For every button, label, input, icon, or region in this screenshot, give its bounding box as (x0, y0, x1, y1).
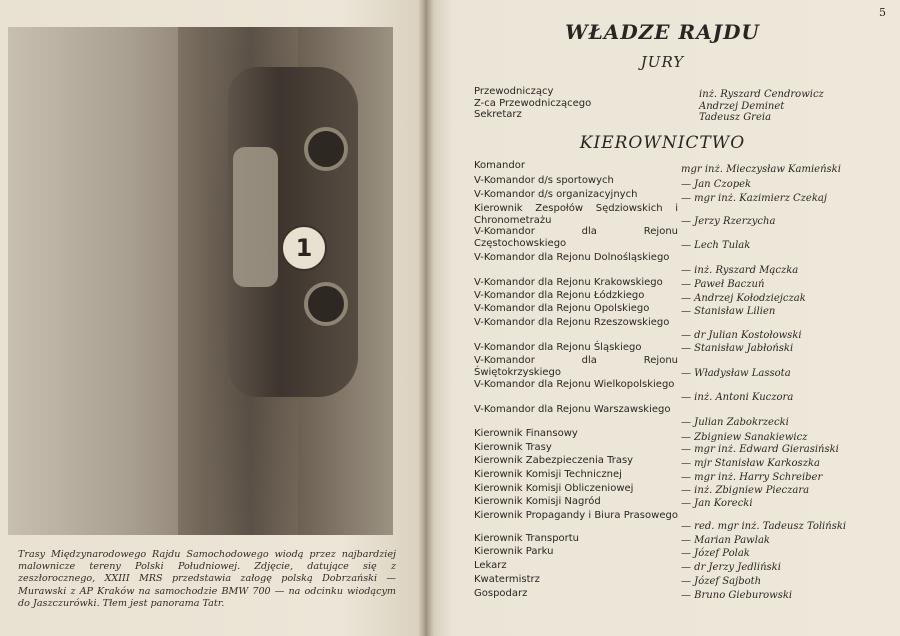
left-page (0, 0, 425, 636)
staff-name: — Bruno Gieburowski (681, 590, 793, 601)
staff-role: Gospodarz (474, 588, 528, 599)
photo-car-window (233, 147, 278, 287)
staff-name: — Stanisław Lilien (681, 306, 776, 317)
staff-name: — Jan Korecki (681, 498, 753, 509)
staff-role: V-Komandor dla Rejonu Opolskiego (474, 303, 650, 314)
jury-heading: JURY (640, 53, 685, 71)
jury-names (699, 89, 824, 124)
staff-role: Kierownik Propagandy i Biura Prasowego (474, 510, 678, 521)
staff-role: V-Komandor d/s sportowych (474, 175, 614, 186)
staff-role: V-Komandor dla Rejonu Łódzkiego (474, 290, 645, 301)
staff-name: — Andrzej Kołodziejczak (681, 293, 806, 304)
staff-role: Kierownik Komisji Nagród (474, 496, 601, 507)
staff-role: Kierownik Komisji Obliczeniowej (474, 483, 634, 494)
staff-role: V-Komandor dla Rejonu Świętokrzyskiego (474, 355, 678, 378)
staff-role: V-Komandor dla Rejonu Krakowskiego (474, 277, 663, 288)
staff-role: Kierownik Zabezpieczenia Trasy (474, 455, 634, 466)
jury-roles (474, 86, 591, 121)
staff-role: Lekarz (474, 560, 507, 571)
staff-name: — mjr Stanisław Karkoszka (681, 458, 820, 469)
staff-name: mgr inż. Mieczysław Kamieński (681, 164, 841, 175)
jury-role: Przewodniczący (474, 86, 554, 97)
staff-name: — Marian Pawlak (681, 535, 770, 546)
staff-role: V-Komandor dla Rejonu Dolnośląskiego (474, 252, 670, 263)
staff-role: Kierownik Finansowy (474, 428, 578, 439)
staff-name: — mgr inż. Harry Schreiber (681, 472, 823, 483)
staff-name: — inż. Zbigniew Pieczara (681, 485, 810, 496)
jury-name: Tadeusz Greia (699, 112, 772, 123)
staff-name: — inż. Ryszard Mączka (681, 265, 799, 276)
photo-caption: Trasy Międzynarodowego Rajdu Samochodowego wiodą przez najbardziej malownicze tereny Polski Południowej. Zdjęcie, datujące się z zeszłorocznego, XXIII MRS przedstawia załogę polską Dobrzański — Murawski z AP Kraków na samochodzie BMW 700 — na odcinku wiodącym do Jaszczurówki. Tłem jest panorama Tatr. (18, 549, 396, 609)
staff-role: V-Komandor d/s organizacyjnych (474, 189, 638, 200)
jury-name: inż. Ryszard Cendrowicz (699, 89, 824, 100)
staff-name: — Stanisław Jabłoński (681, 343, 794, 354)
staff-role: Komandor (474, 160, 525, 171)
staff-role: V-Komandor dla Rejonu Częstochowskiego (474, 226, 678, 249)
staff-role: Kierownik Transportu (474, 533, 580, 544)
photo-wheel-front (304, 127, 348, 171)
staff-role: Kierownik Zespołów Sędziowskich i Chronometrażu (474, 203, 678, 226)
staff-name: — Józef Sajboth (681, 576, 762, 587)
jury-role: Sekretarz (474, 109, 522, 120)
photo-wheel-rear (304, 282, 348, 326)
staff-name: — Jan Czopek (681, 179, 752, 190)
staff-name: — Lech Tulak (681, 240, 751, 251)
page-title: WŁADZE RAJDU (565, 20, 760, 44)
staff-role: Kierownik Parku (474, 546, 554, 557)
staff-name: — Julian Zabokrzecki (681, 417, 789, 428)
staff-name: — dr Jerzy Jedliński (681, 562, 781, 573)
staff-role: Kierownik Komisji Technicznej (474, 469, 622, 480)
staff-name: — red. mgr inż. Tadeusz Toliński (681, 521, 847, 532)
rally-car-photo (8, 27, 393, 535)
staff-role: V-Komandor dla Rejonu Śląskiego (474, 342, 642, 353)
staff-name: — dr Julian Kostołowski (681, 330, 802, 341)
staff-name: — mgr inż. Edward Gierasiński (681, 444, 839, 455)
staff-role: V-Komandor dla Rejonu Wielkopolskiego (474, 379, 675, 390)
photo-start-number: 1 (281, 225, 327, 271)
staff-name: — mgr inż. Kazimierz Czekaj (681, 193, 827, 204)
kierownictwo-heading: KIEROWNICTWO (579, 133, 746, 153)
staff-name: — inż. Antoni Kuczora (681, 392, 794, 403)
staff-name: — Paweł Baczuń (681, 279, 765, 290)
staff-role: Kierownik Trasy (474, 442, 552, 453)
jury-role: Z-ca Przewodniczącego (474, 97, 592, 109)
jury-name: Andrzej Deminet (699, 100, 785, 112)
staff-name: — Józef Polak (681, 548, 750, 559)
book-gutter (418, 0, 434, 636)
staff-role: Kwatermistrz (474, 574, 540, 585)
staff-name: — Władysław Lassota (681, 368, 791, 379)
staff-role: V-Komandor dla Rejonu Warszawskiego (474, 404, 671, 415)
staff-name: — Jerzy Rzerzycha (681, 216, 776, 227)
staff-name: — Zbigniew Sanakiewicz (681, 432, 808, 443)
page-number: 5 (879, 6, 886, 19)
staff-role: V-Komandor dla Rejonu Rzeszowskiego (474, 317, 670, 328)
